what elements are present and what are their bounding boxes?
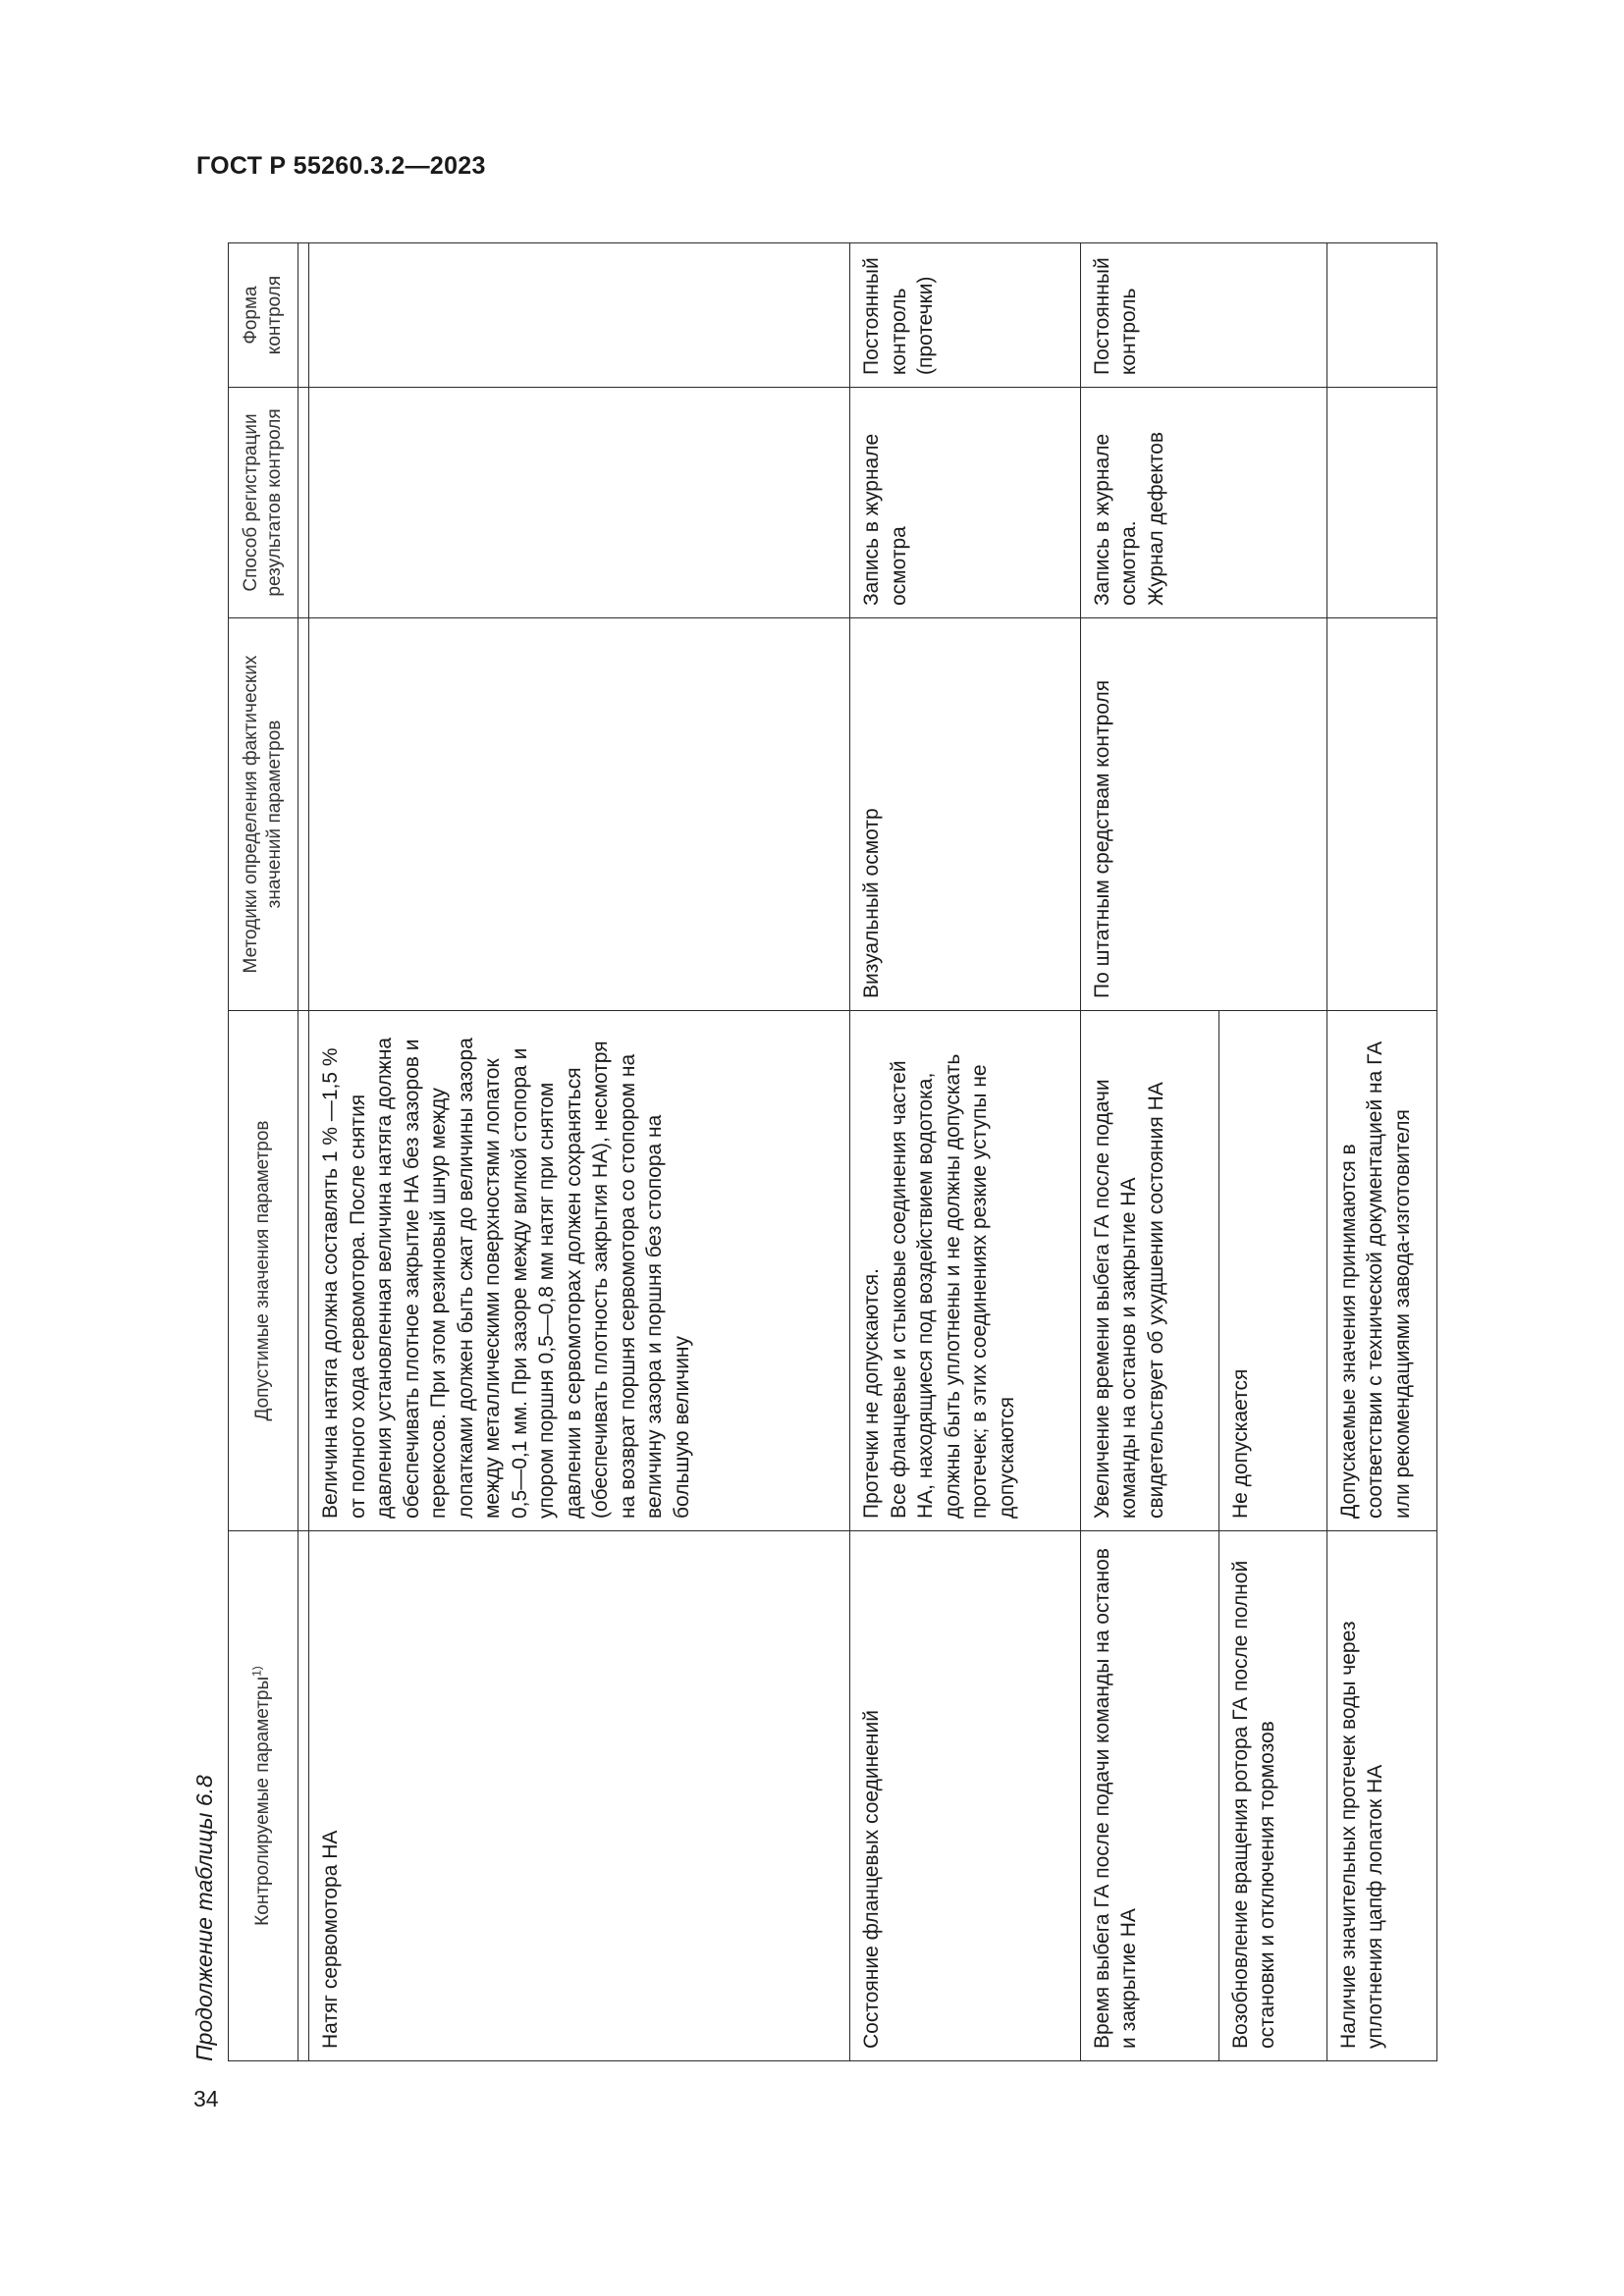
- col-header-parameters: [229, 1531, 298, 2061]
- parameters-table: [228, 242, 1437, 2061]
- table-row: [309, 243, 850, 2061]
- form-cell: Постоянный контроль: [1080, 243, 1326, 388]
- parameter-cell: Наличие значительных протечек воды через уплотнения цапф лопаток НА: [1326, 1531, 1436, 2061]
- form-cell: [309, 243, 850, 388]
- separator-cell: [298, 1011, 309, 1531]
- footnote-marker: 1): [249, 1666, 264, 1677]
- parameter-cell: Состояние фланцевых соединений: [850, 1531, 1081, 2061]
- method-cell: Визуальный осмотр: [850, 618, 1081, 1011]
- col-header-form: Форма контроля: [229, 243, 298, 388]
- method-cell: По штатным средствам контроля: [1080, 618, 1326, 1011]
- header-separator-row: [298, 243, 309, 2061]
- registration-cell: [1326, 388, 1436, 618]
- allowed-cell: Не допускается: [1218, 1011, 1326, 1531]
- allowed-text-continued: 0,5—0,1 мм. При зазоре между вилкой стопора и упором поршня 0,5—0,8 мм натяг при снятом давлении в сервомоторах должен сохраняться (обеспечивать плотность закрытия НА), несмотря на возврат поршня сервомотора со стопором на величину зазора и поршня без стопора на большую величину: [508, 1041, 693, 1519]
- allowed-text: Протечки не допускаются.: [860, 1268, 884, 1519]
- parameter-cell: Натяг сервомотора НА: [309, 1531, 850, 2061]
- page-number: 34: [193, 2086, 219, 2111]
- rotated-page-content: [187, 236, 1443, 2081]
- allowed-cell: Увеличение времени выбега ГА после подачи команды на останов и закрытие НА свидетельствует об ухудшении состояния НА: [1080, 1011, 1218, 1531]
- table-row: [1326, 243, 1436, 2061]
- separator-cell: [298, 618, 309, 1011]
- table-row: [850, 243, 1081, 2061]
- table-row: [1080, 243, 1218, 2061]
- parameter-cell: Возобновление вращения ротора ГА после полной остановки и отключения тормозов: [1218, 1531, 1326, 2061]
- col-header-method: Методики определения фактических значений параметров: [229, 618, 298, 1011]
- allowed-cell: [309, 1011, 850, 1531]
- method-cell: [309, 618, 850, 1011]
- registration-cell: Запись в журнале осмотра: [850, 388, 1081, 618]
- separator-cell: [298, 243, 309, 388]
- registration-text: Запись в журнале осмотра.: [1090, 433, 1141, 606]
- allowed-cell: Допускаемые значения принимаются в соответствии с технической документацией на ГА или рекомендациями завода-изготовителя: [1326, 1011, 1436, 1531]
- col-header-parameters-label: Контролируемые параметры: [252, 1676, 273, 1926]
- allowed-text-continued: Все фланцевые и стыковые соединения частей НА, находящиеся под воздействием водотока, должны быть уплотнены и не должны допускать протечек; в этих соединениях резкие уступы не допускаются: [887, 1053, 1018, 1519]
- separator-cell: [298, 388, 309, 618]
- table-header-row: [229, 243, 298, 2061]
- col-header-allowed: Допустимые значения параметров: [229, 1011, 298, 1531]
- form-cell: Постоянный контроль (протечки): [850, 243, 1081, 388]
- form-cell: [1326, 243, 1436, 388]
- table-caption: Продолжение таблицы 6.8: [191, 1775, 217, 2061]
- document-header: ГОСТ Р 55260.3.2—2023: [196, 152, 486, 180]
- registration-cell: [309, 388, 850, 618]
- parameter-cell: Время выбега ГА после подачи команды на останов и закрытие НА: [1080, 1531, 1218, 2061]
- registration-cell: [1080, 388, 1326, 618]
- allowed-cell: [850, 1011, 1081, 1531]
- col-header-registration: Способ регистрации результатов контроля: [229, 388, 298, 618]
- method-cell: [1326, 618, 1436, 1011]
- allowed-text: Величина натяга должна составлять 1 % —1,5 % от полного хода сервомотора. После снятия давления установленная величина натяга должна обеспечивать плотное закрытие НА без зазоров и перекосов. При этом резиновый шнур между лопатками должен быть сжат до величины зазора между металлическими поверхностями лопаток: [319, 1037, 504, 1519]
- registration-text-continued: Журнал дефектов: [1144, 432, 1167, 606]
- separator-cell: [298, 1531, 309, 2061]
